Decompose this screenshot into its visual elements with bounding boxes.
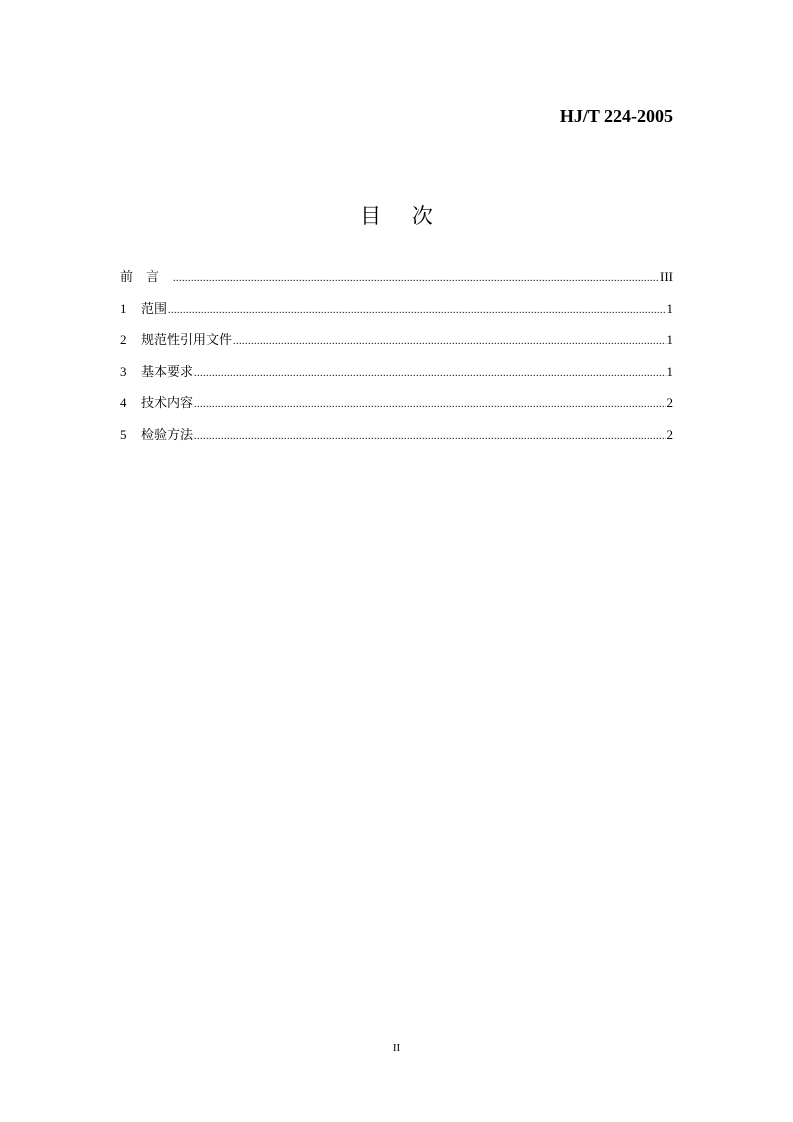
toc-entry-basic-requirements[interactable] [120, 361, 673, 393]
toc-entry-page: 1 [666, 363, 673, 379]
toc-dot-leader [168, 305, 665, 316]
toc-entry-normative-references[interactable] [120, 329, 673, 361]
toc-entry-page: 2 [666, 426, 673, 442]
toc-title: 目 次 [360, 204, 445, 228]
toc-entry-number: 4 [120, 395, 127, 410]
toc-entry-label: 基本要求 [141, 364, 194, 380]
toc-entry-page: 1 [666, 332, 673, 347]
toc-entry-label: 技术内容 [141, 396, 194, 411]
toc-entry-label: 检验方法 [141, 427, 194, 443]
toc-dot-leader [194, 431, 665, 442]
page-number: II [392, 1042, 401, 1054]
toc-list [120, 266, 673, 455]
toc-entry-scope[interactable] [120, 298, 673, 330]
toc-entry-technical-content[interactable] [120, 392, 673, 424]
toc-entry-number: 3 [120, 363, 127, 379]
toc-entry-label: 范围 [141, 301, 168, 317]
toc-dot-leader [173, 273, 659, 284]
toc-entry-number: 2 [120, 332, 127, 347]
toc-entry-page: 1 [666, 300, 673, 316]
toc-dot-leader [194, 368, 665, 379]
toc-entry-foreword[interactable] [120, 266, 673, 298]
toc-entry-number: 5 [120, 426, 127, 442]
toc-dot-leader [233, 336, 665, 347]
toc-entry-page: III [660, 269, 673, 284]
toc-entry-test-methods[interactable] [120, 424, 673, 456]
toc-entry-page: 2 [666, 395, 673, 410]
toc-entry-label: 规范性引用文件 [141, 333, 233, 348]
toc-entry-label: 前言 [120, 270, 173, 285]
toc-dot-leader [194, 399, 665, 410]
toc-entry-number: 1 [120, 300, 127, 316]
document-code: HJ/T 224-2005 [559, 106, 673, 126]
